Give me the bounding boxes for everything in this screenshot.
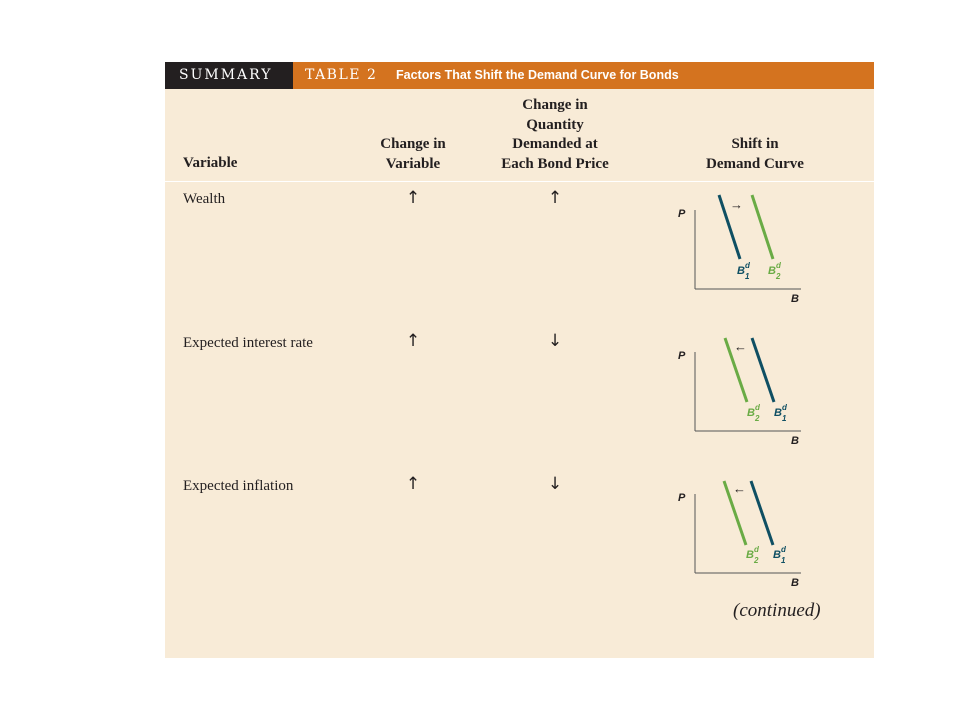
row-interest-change-variable-arrow: ↑ xyxy=(405,331,421,351)
svg-text:1: 1 xyxy=(745,272,750,281)
demand-curve-right xyxy=(751,481,773,545)
y-axis-label: P xyxy=(678,208,686,220)
svg-text:2: 2 xyxy=(754,556,759,565)
svg-text:B: B xyxy=(774,407,782,419)
svg-text:2: 2 xyxy=(755,414,760,423)
x-axis-label: B xyxy=(791,293,799,305)
column-header-variable: Variable xyxy=(183,155,238,171)
left-curve-label xyxy=(747,403,761,423)
svg-text:d: d xyxy=(782,403,787,412)
demand-curve-right xyxy=(752,195,773,259)
y-axis-label: P xyxy=(678,350,686,362)
demand-shift-graph-expected-interest-rate xyxy=(670,332,820,452)
shift-arrow: → xyxy=(730,197,743,212)
shift-arrow: ← xyxy=(733,481,746,496)
header-divider xyxy=(165,181,874,182)
table-title: Factors That Shift the Demand Curve for Bonds xyxy=(396,68,679,82)
row-interest-change-quantity-arrow: ↓ xyxy=(547,331,563,351)
right-curve-label xyxy=(774,403,788,423)
svg-text:d: d xyxy=(776,261,781,270)
column-header-shift: Shift in Demand Curve xyxy=(706,136,804,172)
row-inflation-change-variable-arrow: ↑ xyxy=(405,474,421,494)
summary-table xyxy=(165,62,874,658)
row-wealth-change-quantity-arrow: ↑ xyxy=(547,188,563,208)
table-header-bar xyxy=(165,62,874,89)
svg-text:d: d xyxy=(754,545,759,554)
svg-text:B: B xyxy=(746,549,754,561)
svg-text:B: B xyxy=(747,407,755,419)
svg-text:d: d xyxy=(781,545,786,554)
row-variable-wealth: Wealth xyxy=(183,191,226,207)
row-variable-expected-interest-rate: Expected interest rate xyxy=(183,335,313,351)
svg-text:2: 2 xyxy=(776,272,781,281)
svg-text:d: d xyxy=(755,403,760,412)
svg-text:B: B xyxy=(737,265,745,277)
y-axis-label: P xyxy=(678,492,686,504)
table-number: TABLE 2 xyxy=(305,67,378,83)
right-curve-label xyxy=(773,545,787,565)
left-curve-label xyxy=(737,261,751,281)
demand-shift-graph-expected-inflation xyxy=(670,474,820,594)
demand-shift-graph-wealth xyxy=(670,190,820,310)
row-variable-expected-inflation: Expected inflation xyxy=(183,478,294,494)
summary-label: SUMMARY xyxy=(165,62,293,89)
shift-arrow: ← xyxy=(734,339,747,354)
svg-text:1: 1 xyxy=(782,414,787,423)
column-header-change-in-variable: Change in Variable xyxy=(380,136,446,172)
left-curve-label xyxy=(746,545,760,565)
x-axis-label: B xyxy=(791,577,799,589)
svg-text:d: d xyxy=(745,261,750,270)
demand-curve-right xyxy=(752,338,774,402)
svg-text:1: 1 xyxy=(781,556,786,565)
column-header-change-in-quantity: Change in Quantity Demanded at Each Bond Price xyxy=(501,97,609,172)
row-wealth-change-variable-arrow: ↑ xyxy=(405,188,421,208)
row-inflation-change-quantity-arrow: ↓ xyxy=(547,474,563,494)
continued-note: (continued) xyxy=(733,600,821,621)
x-axis-label: B xyxy=(791,435,799,447)
svg-text:B: B xyxy=(773,549,781,561)
right-curve-label xyxy=(768,261,782,281)
svg-text:B: B xyxy=(768,265,776,277)
